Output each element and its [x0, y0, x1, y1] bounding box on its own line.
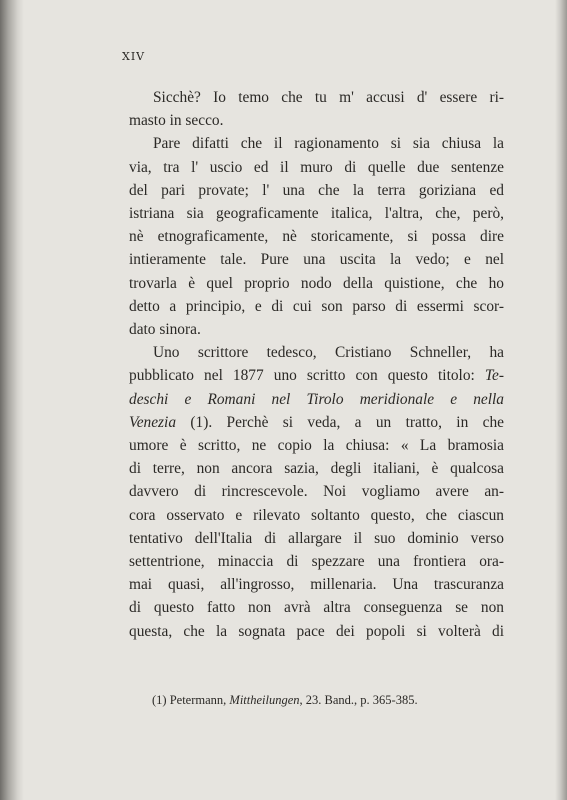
text-line: masto in secco. [129, 112, 224, 130]
text-line: umore è scritto, ne copio la chiusa: « La bramosia [129, 437, 504, 455]
text-line: istriana sia geograficamente italica, l'altra, che, però, [129, 205, 504, 223]
text-line: Uno scrittore tedesco, Cristiano Schneller, ha [153, 344, 504, 362]
title-fragment: Venezia [129, 413, 177, 431]
footnote-details: , 23. Band., p. 365-385. [299, 693, 418, 707]
text-line: Pare difatti che il ragionamento si sia chiusa la [153, 135, 504, 153]
text-line: di questo fatto non avrà altra conseguenza se non [129, 599, 504, 617]
binding-shadow [0, 0, 24, 800]
footnote [152, 693, 418, 708]
text-line: settentrione, minaccia di spezzare una frontiera ora- [129, 553, 504, 571]
text-line: mai quasi, all'ingrosso, millenaria. Una trascuranza [129, 576, 504, 594]
page-edge [555, 0, 567, 800]
title-fragment: Te- [484, 367, 504, 385]
text-line [129, 364, 504, 387]
text-line: di terre, non ancora sazia, degli italiani, è qualcosa [129, 460, 504, 478]
text-line: nè etnograficamente, nè storicamente, si possa dire [129, 228, 504, 246]
text-line: trovarla è quel proprio nodo della quistione, che ho [129, 274, 504, 292]
text-line: davvero di rincrescevole. Noi vogliamo avere an- [129, 483, 504, 501]
footnote-marker: (1) Petermann, [152, 693, 227, 707]
text-fragment: (1). Perchè si veda, a un tratto, in che [190, 413, 504, 431]
text-line: questa, che la sognata pace dei popoli si volterà di [129, 622, 504, 640]
text-line: deschi e Romani nel Tirolo meridionale e nella [129, 390, 504, 408]
body-text [129, 86, 504, 643]
text-line: Sicchè? Io temo che tu m' accusi d' essere ri- [153, 89, 504, 106]
footnote-journal: Mittheilungen [229, 693, 300, 707]
text-line: del pari provate; l' una che la terra goriziana ed [129, 181, 504, 199]
text-line: detto a principio, e di cui son parso di essermi scor- [129, 297, 504, 315]
text-line: cora osservato e rilevato soltanto questo, che ciascun [129, 506, 504, 524]
text-line: dato sinora. [129, 321, 201, 339]
page-number: XIV [122, 50, 146, 63]
text-line: tentativo dell'Italia di allargare il suo dominio verso [129, 529, 504, 547]
text-line [129, 411, 504, 434]
text-fragment: pubblicato nel 1877 uno scritto con questo titolo: [129, 367, 475, 385]
text-line: intieramente tale. Pure una uscita la vedo; e nel [129, 251, 504, 269]
text-line: via, tra l' uscio ed il muro di quelle due sentenze [129, 158, 504, 176]
